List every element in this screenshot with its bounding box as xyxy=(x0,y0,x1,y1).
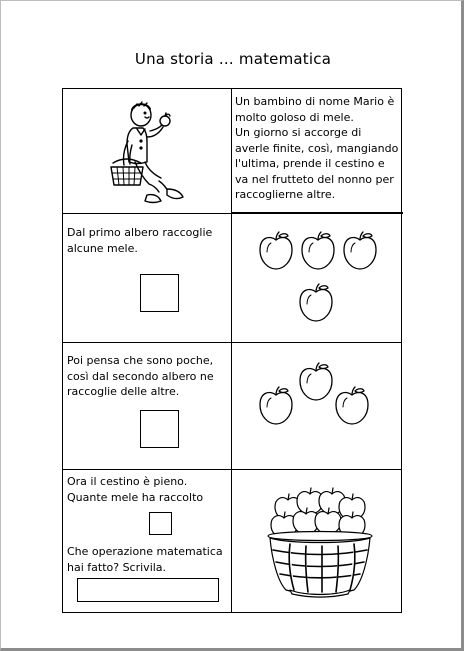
basket-full-line-1: Ora il cestino è pieno. xyxy=(67,475,188,488)
intro-line-5: l'ultima, prende il cestino e xyxy=(235,157,385,170)
apple-icon xyxy=(258,385,294,425)
boy-with-basket-icon xyxy=(103,101,193,205)
operation-question-line-1: Che operazione matematica xyxy=(67,545,223,558)
operation-question-line-2: hai fatto? Scrivila. xyxy=(67,560,167,574)
basket-of-apples-icon xyxy=(266,480,374,598)
boy-illustration-cell xyxy=(63,89,231,213)
apple-icon xyxy=(298,361,334,401)
apple-icon xyxy=(298,282,334,322)
first-tree-text xyxy=(67,225,229,256)
apple-icon xyxy=(342,230,378,270)
total-count-answer-box[interactable] xyxy=(149,512,172,535)
first-tree-apples xyxy=(232,214,402,342)
intro-line-6: va nel frutteto del nonno per xyxy=(235,172,394,186)
intro-line-7: raccoglierne altre. xyxy=(235,188,336,201)
intro-text xyxy=(235,94,401,203)
apple-icon xyxy=(300,230,336,270)
second-tree-line-1: Poi pensa che sono poche, xyxy=(67,354,214,367)
intro-line-1: Un bambino di nome Mario è xyxy=(235,95,395,108)
second-tree-apples xyxy=(232,343,402,469)
intro-line-4: averle finite, così, mangiando xyxy=(235,141,399,155)
intro-line-3: Un giorno si accorge di xyxy=(235,126,362,139)
page-title: Una storia … matematica xyxy=(134,50,332,68)
apple-icon xyxy=(334,385,370,425)
first-tree-line-2: alcune mele. xyxy=(67,241,138,255)
basket-full-line-2: Quante mele ha raccolto xyxy=(67,490,204,504)
second-count-answer-box[interactable] xyxy=(140,410,179,448)
first-tree-line-1: Dal primo albero raccoglie xyxy=(67,226,213,239)
intro-line-2: molto goloso di mele. xyxy=(235,110,354,124)
basket-full-text xyxy=(67,474,229,505)
second-tree-line-2: così dal secondo albero ne xyxy=(67,369,214,383)
apple-icon xyxy=(258,230,294,270)
second-tree-text xyxy=(67,353,229,400)
first-count-answer-box[interactable] xyxy=(140,274,179,312)
operation-answer-box[interactable] xyxy=(77,578,219,602)
second-tree-line-3: raccoglie delle altre. xyxy=(67,385,180,398)
operation-question-text xyxy=(67,544,229,575)
basket-illustration-cell xyxy=(232,470,402,612)
story-table xyxy=(62,88,402,613)
